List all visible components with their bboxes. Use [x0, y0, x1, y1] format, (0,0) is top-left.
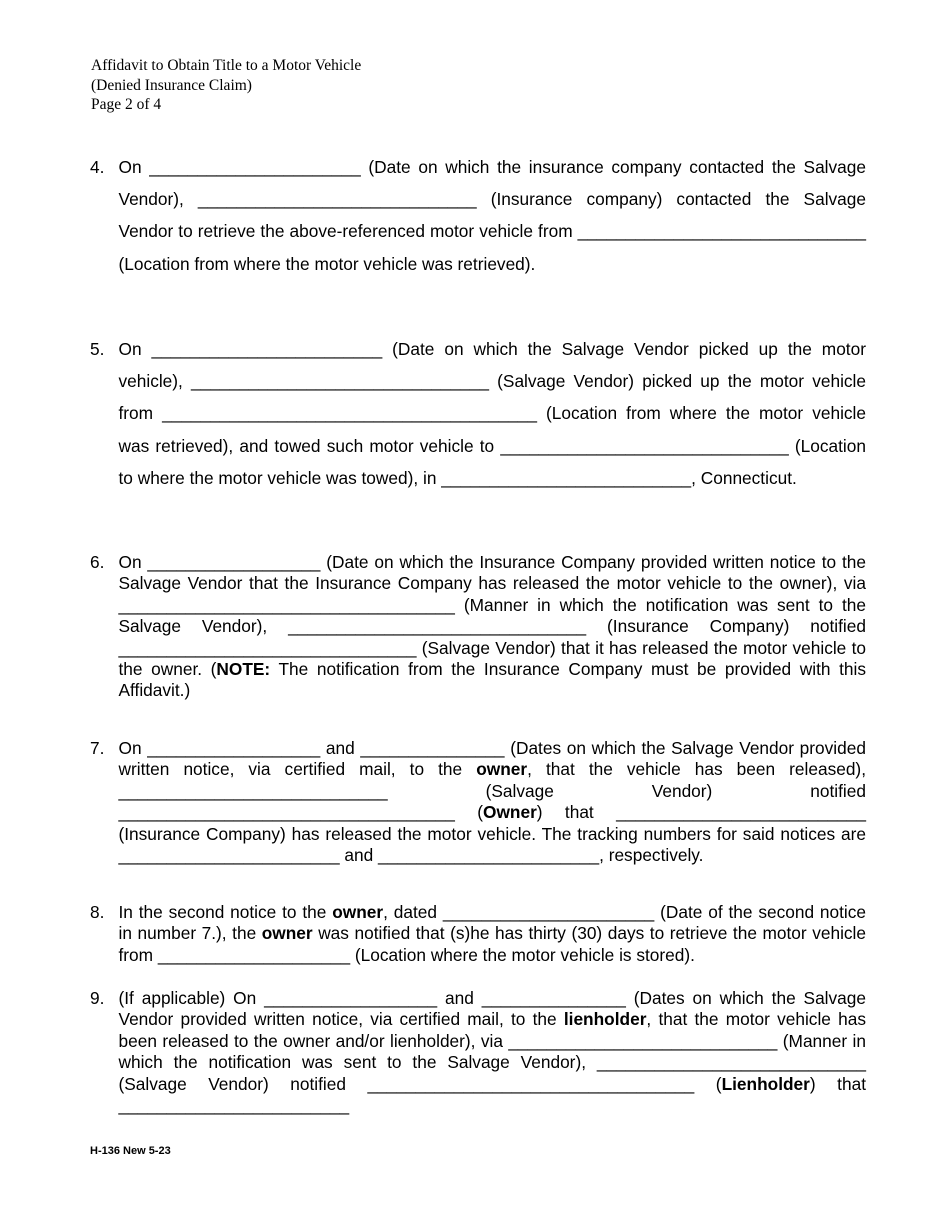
tracking-number-blank-2[interactable]: _______________________ [378, 845, 600, 866]
date-blank-1[interactable]: __________________ [147, 738, 321, 758]
paragraph-body: On ________________________ (Date on which the Salvage Vendor picked up the motor vehicle), _______________________________ (Salvage Vendor) picked up the motor vehicle from _______________________________________ (Location from where the motor vehicle was retrieved), and towed such motor vehicle to ______________________________ (Location to where the motor vehicle was towed), in __________________________, Connecticut. [118, 339, 866, 488]
form-subtitle: (Denied Insurance Claim) [91, 76, 252, 94]
location-blank[interactable]: ____________________ [157, 944, 351, 965]
date-blank[interactable]: ______________________ [442, 902, 655, 922]
date-blank[interactable]: ______________________ [149, 157, 361, 177]
town-blank[interactable]: __________________________ [441, 467, 692, 488]
location-from-blank[interactable]: _______________________________________ [162, 403, 537, 424]
paragraph-body: On ______________________ (Date on which the insurance company contacted the Salvage Vendor), _____________________________ (Insurance company) contacted the Salvage Vendor to retrieve the above-referenced motor vehicle from ______________________________ (Location from where the motor vehicle was retrieved). [118, 157, 867, 274]
paragraph-body: In the second notice to the owner, dated ______________________ (Date of the second notice in number 7.), the owner was notified that (s)he has thirty (30) days to retrieve the motor vehicle from ____________________ (Location where the motor vehicle is stored). [118, 902, 866, 965]
paragraph-8 [90, 902, 866, 966]
location-blank[interactable]: ______________________________ [577, 221, 866, 242]
date-blank-2[interactable]: _______________ [360, 738, 505, 758]
location-to-blank[interactable]: ______________________________ [500, 435, 789, 456]
paragraph-number: 4. [90, 157, 105, 177]
form-code-footer: H-136 New 5-23 [90, 1145, 171, 1157]
paragraph-number: 5. [90, 339, 105, 359]
manner-blank[interactable]: ___________________________________ [118, 594, 455, 615]
date-blank[interactable]: __________________ [147, 552, 321, 572]
form-title: Affidavit to Obtain Title to a Motor Vehicle [91, 57, 362, 74]
note-label: NOTE: [216, 659, 271, 680]
salvage-vendor-blank[interactable]: ____________________________ [596, 1052, 866, 1073]
paragraph-body: On __________________ (Date on which the Insurance Company provided written notice to the Salvage Vendor that the Insurance Company has released the motor vehicle to the owner), via ___________________________________ (Manner in which the notification was sent to the Salvage Vendor), _______________________________ (Insurance Company) notified _______________________________ (Salvage Vendor) that it has released the motor vehicle to the owner. (NOTE: The notification from the Insurance Company must be provided with this Affidavit.) [118, 552, 867, 701]
salvage-vendor-blank[interactable]: _______________________________ [118, 637, 417, 658]
paragraph-body: (If applicable) On __________________ and _______________ (Dates on which the Salvage Vendor provided written notice, via certified mail, to the lienholder, that the motor vehicle has been released to the owner and/or lienholder), via ____________________________ (Manner in which the notification was sent to the Salvage Vendor), ____________________________ (Salvage Vendor) notified __________________________________ (Lienholder) that ________________________ [118, 988, 866, 1116]
tracking-number-blank-1[interactable]: _______________________ [118, 845, 340, 866]
insurance-company-blank[interactable]: _______________________________ [288, 616, 587, 637]
insurance-company-blank[interactable]: __________________________ [616, 802, 866, 823]
date-blank-1[interactable]: __________________ [264, 988, 438, 1008]
date-blank-2[interactable]: _______________ [481, 988, 626, 1008]
paragraph-body: On __________________ and _______________ (Dates on which the Salvage Vendor provided written notice, via certified mail, to the owner, that the vehicle has been released), ____________________________ (Salvage Vendor) notified ___________________________________ (Owner) that __________________________ (Insurance Company) has released the motor vehicle. The tracking numbers for said notices are _______________________ and _______________________, respectively. [118, 738, 866, 866]
paragraph-5 [90, 333, 866, 494]
document-header [91, 56, 361, 115]
paragraph-4 [90, 151, 866, 280]
insurance-company-blank[interactable]: _____________________________ [197, 189, 477, 210]
salvage-vendor-blank[interactable]: _______________________________ [191, 371, 489, 392]
paragraph-number: 7. [90, 738, 105, 758]
paragraph-number: 8. [90, 902, 105, 922]
owner-blank[interactable]: ___________________________________ [118, 802, 455, 823]
salvage-vendor-blank[interactable]: ____________________________ [118, 780, 388, 801]
page-number: Page 2 of 4 [91, 96, 162, 113]
trailing-blank[interactable]: ________________________ [118, 1095, 350, 1116]
manner-blank[interactable]: ____________________________ [508, 1030, 778, 1051]
paragraph-7 [90, 738, 866, 866]
paragraph-number: 9. [90, 988, 105, 1008]
paragraph-9 [90, 988, 866, 1116]
date-blank[interactable]: ________________________ [151, 339, 383, 359]
paragraph-number: 6. [90, 552, 105, 572]
paragraph-6 [90, 552, 866, 702]
lienholder-blank[interactable]: __________________________________ [367, 1073, 695, 1094]
